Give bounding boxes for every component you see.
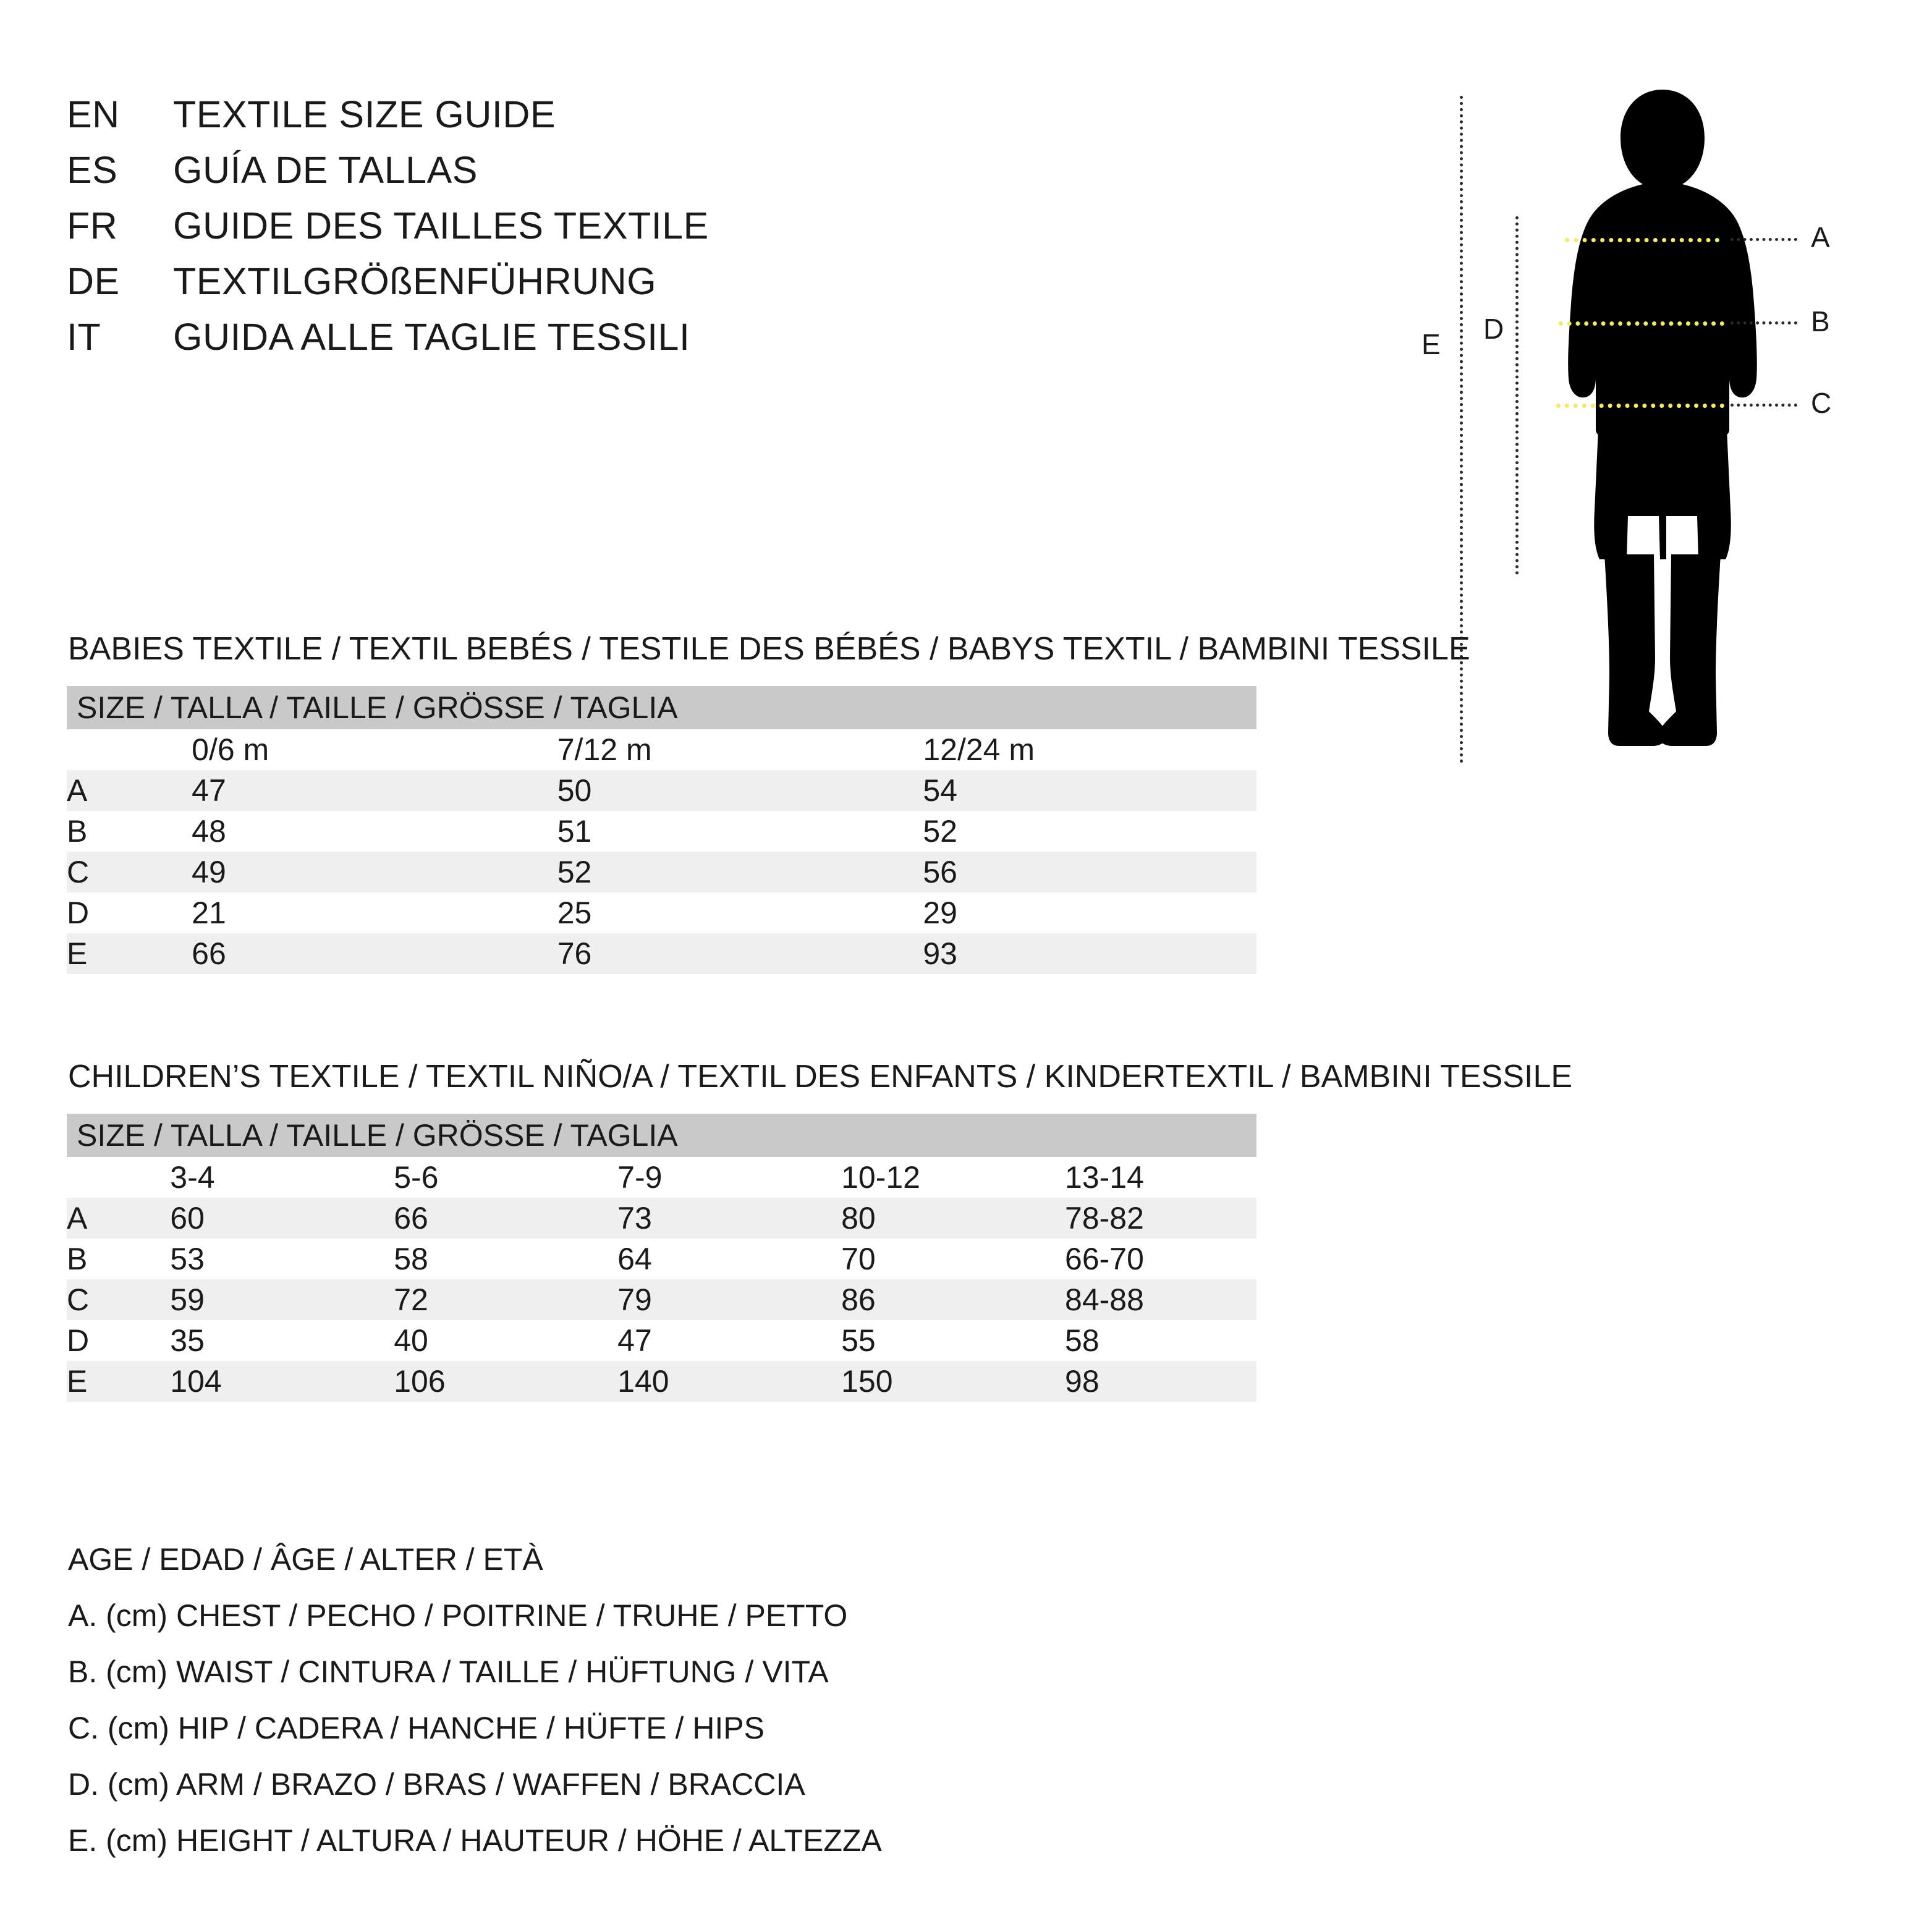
column-header: 7-9 xyxy=(585,1157,809,1198)
legend-item-age: AGE / EDAD / ÂGE / ALTER / ETÀ xyxy=(68,1542,543,1577)
cell-value: 51 xyxy=(525,811,891,852)
cell-value: 64 xyxy=(585,1239,809,1279)
table-column-header-row xyxy=(67,1157,1256,1198)
legend-item-chest: A. (cm) CHEST / PECHO / POITRINE / TRUHE / PETTO xyxy=(68,1598,848,1633)
cell-value: 78-82 xyxy=(1033,1198,1256,1239)
measurement-figure xyxy=(1403,83,1891,776)
language-row xyxy=(67,93,932,148)
cell-value: 106 xyxy=(362,1361,585,1402)
row-label: E xyxy=(67,933,159,974)
cell-value: 47 xyxy=(585,1320,809,1361)
cell-value: 52 xyxy=(891,811,1256,852)
column-header: 13-14 xyxy=(1033,1157,1256,1198)
cell-value: 73 xyxy=(585,1198,809,1239)
cell-value: 79 xyxy=(585,1279,809,1320)
cell-value: 40 xyxy=(362,1320,585,1361)
chest-leader-line xyxy=(1731,238,1797,241)
table-row xyxy=(67,933,1256,974)
children-section-title: CHILDREN’S TEXTILE / TEXTIL NIÑO/A / TEXTIL DES ENFANTS / KINDERTEXTIL / BAMBINI TESSILE xyxy=(68,1059,1573,1095)
table-row xyxy=(67,1361,1256,1402)
legend-item-waist: B. (cm) WAIST / CINTURA / TAILLE / HÜFTUNG / VITA xyxy=(68,1654,829,1689)
figure-label-e: E xyxy=(1421,328,1441,360)
table-row xyxy=(67,852,1256,892)
table-row xyxy=(67,1279,1256,1320)
cell-value: 98 xyxy=(1033,1361,1256,1402)
table-column-header-row xyxy=(67,729,1256,770)
cell-value: 54 xyxy=(891,770,1256,811)
children-size-table xyxy=(67,1114,1256,1402)
children-band-label: SIZE / TALLA / TAILLE / GRÖSSE / TAGLIA xyxy=(67,1114,1256,1157)
cell-value: 72 xyxy=(362,1279,585,1320)
language-code: EN xyxy=(67,93,120,135)
language-title: GUÍA DE TALLAS xyxy=(173,149,478,191)
cell-value: 66 xyxy=(362,1198,585,1239)
cell-value: 93 xyxy=(891,933,1256,974)
row-label: A xyxy=(67,1198,138,1239)
babies-size-table xyxy=(67,686,1256,974)
cell-value: 35 xyxy=(138,1320,362,1361)
language-title: GUIDA ALLE TAGLIE TESSILI xyxy=(173,316,690,358)
cell-value: 58 xyxy=(362,1239,585,1279)
babies-section-title: BABIES TEXTILE / TEXTIL BEBÉS / TESTILE DES BÉBÉS / BABYS TEXTIL / BAMBINI TESSILE xyxy=(68,631,1470,667)
cell-value: 84-88 xyxy=(1033,1279,1256,1320)
cell-value: 21 xyxy=(159,892,525,933)
table-row xyxy=(67,811,1256,852)
language-code: FR xyxy=(67,205,118,247)
cell-value: 70 xyxy=(809,1239,1033,1279)
row-label: A xyxy=(67,770,159,811)
waist-measure-mark xyxy=(1559,321,1724,326)
cell-value: 50 xyxy=(525,770,891,811)
legend-item-hip: C. (cm) HIP / CADERA / HANCHE / HÜFTE / HIPS xyxy=(68,1711,765,1745)
table-row xyxy=(67,1198,1256,1239)
cell-value: 66 xyxy=(159,933,525,974)
language-row xyxy=(67,148,932,204)
table-row xyxy=(67,892,1256,933)
cell-value: 58 xyxy=(1033,1320,1256,1361)
cell-value: 29 xyxy=(891,892,1256,933)
column-header: 3-4 xyxy=(138,1157,362,1198)
row-label: C xyxy=(67,1279,138,1320)
chest-measure-mark xyxy=(1565,238,1719,242)
cell-value: 150 xyxy=(809,1361,1033,1402)
row-label: B xyxy=(67,1239,138,1279)
language-title-list xyxy=(67,93,932,371)
cell-value: 86 xyxy=(809,1279,1033,1320)
row-label: B xyxy=(67,811,159,852)
cell-value: 104 xyxy=(138,1361,362,1402)
cell-value: 76 xyxy=(525,933,891,974)
column-header: 0/6 m xyxy=(159,729,525,770)
corner-cell xyxy=(67,1157,138,1198)
legend-item-height: E. (cm) HEIGHT / ALTURA / HAUTEUR / HÖHE / ALTEZZA xyxy=(68,1823,882,1858)
cell-value: 55 xyxy=(809,1320,1033,1361)
cell-value: 80 xyxy=(809,1198,1033,1239)
legend-item-arm: D. (cm) ARM / BRAZO / BRAS / WAFFEN / BRACCIA xyxy=(68,1767,805,1802)
cell-value: 66-70 xyxy=(1033,1239,1256,1279)
cell-value: 140 xyxy=(585,1361,809,1402)
cell-value: 60 xyxy=(138,1198,362,1239)
figure-label-c: C xyxy=(1811,387,1832,419)
cell-value: 47 xyxy=(159,770,525,811)
language-row xyxy=(67,315,932,371)
row-label: D xyxy=(67,1320,138,1361)
cell-value: 52 xyxy=(525,852,891,892)
cell-value: 25 xyxy=(525,892,891,933)
language-code: IT xyxy=(67,316,101,358)
figure-label-a: A xyxy=(1811,221,1830,253)
hip-leader-line xyxy=(1731,404,1797,407)
language-row xyxy=(67,260,932,315)
table-row xyxy=(67,1320,1256,1361)
cell-value: 53 xyxy=(138,1239,362,1279)
column-header: 10-12 xyxy=(809,1157,1033,1198)
child-silhouette-icon xyxy=(1545,83,1780,763)
babies-band-label: SIZE / TALLA / TAILLE / GRÖSSE / TAGLIA xyxy=(67,686,1256,729)
hip-measure-mark xyxy=(1556,404,1724,408)
column-header: 5-6 xyxy=(362,1157,585,1198)
table-band-header xyxy=(67,686,1256,729)
language-code: DE xyxy=(67,260,120,302)
arm-guide-line-d xyxy=(1515,216,1519,575)
row-label: C xyxy=(67,852,159,892)
language-title: TEXTILE SIZE GUIDE xyxy=(173,93,556,135)
row-label: E xyxy=(67,1361,138,1402)
language-code: ES xyxy=(67,149,118,191)
table-band-header xyxy=(67,1114,1256,1157)
row-label: D xyxy=(67,892,159,933)
column-header: 12/24 m xyxy=(891,729,1256,770)
language-title: GUIDE DES TAILLES TEXTILE xyxy=(173,205,709,247)
table-row xyxy=(67,1239,1256,1279)
waist-leader-line xyxy=(1731,321,1797,324)
column-header: 7/12 m xyxy=(525,729,891,770)
cell-value: 48 xyxy=(159,811,525,852)
figure-label-b: B xyxy=(1811,305,1830,337)
measurement-legend xyxy=(68,1532,1180,1869)
figure-label-d: D xyxy=(1483,313,1504,345)
cell-value: 59 xyxy=(138,1279,362,1320)
language-row xyxy=(67,204,932,260)
cell-value: 56 xyxy=(891,852,1256,892)
cell-value: 49 xyxy=(159,852,525,892)
corner-cell xyxy=(67,729,159,770)
language-title: TEXTILGRÖßENFÜHRUNG xyxy=(173,260,657,302)
table-row xyxy=(67,770,1256,811)
